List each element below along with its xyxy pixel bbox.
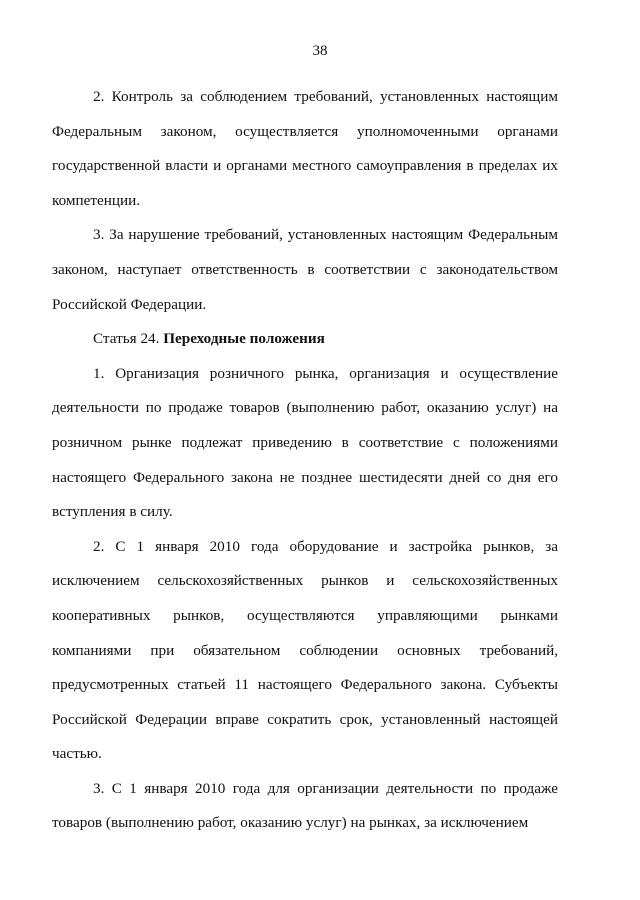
paragraph-article-24-part-2: 2. С 1 января 2010 года оборудование и застройка рынков, за исключением сельскохозяйственных рынков и сельскохозяйственных кооперативных рынков, осуществляются управляющими рынками компаниями при обязательном соблюдении основных требований, предусмотренных статьей 11 настоящего Федерального закона. Субъекты Российской Федерации вправе сократить срок, установленный настоящей частью. — [52, 537, 558, 763]
article-heading — [52, 322, 558, 357]
paragraph-article-24-part-1: 1. Организация розничного рынка, организация и осуществление деятельности по продаже товаров (выполнению работ, оказанию услуг) на розничном рынке подлежат приведению в соответствие с положениями настоящего Федерального закона не позднее шестидесяти дней со дня его вступления в силу. — [52, 364, 558, 521]
paragraph-article-24-part-3: 3. С 1 января 2010 года для организации деятельности по продаже товаров (выполнению работ, оказанию услуг) на рынках, за исключением — [52, 779, 558, 832]
article-title: Переходные положения — [163, 330, 325, 348]
article-number: Статья 24. — [93, 330, 160, 348]
document-body — [52, 80, 558, 841]
page-number: 38 — [312, 43, 328, 59]
paragraph-article-23-part-2: 2. Контроль за соблюдением требований, установленных настоящим Федеральным законом, осуществляется уполномоченными органами государственной власти и органами местного самоуправления в пределах их компетенции. — [52, 88, 558, 209]
paragraph-article-23-part-3: 3. За нарушение требований, установленных настоящим Федеральным законом, наступает ответственность в соответствии с законодательством Российской Федерации. — [52, 226, 558, 313]
